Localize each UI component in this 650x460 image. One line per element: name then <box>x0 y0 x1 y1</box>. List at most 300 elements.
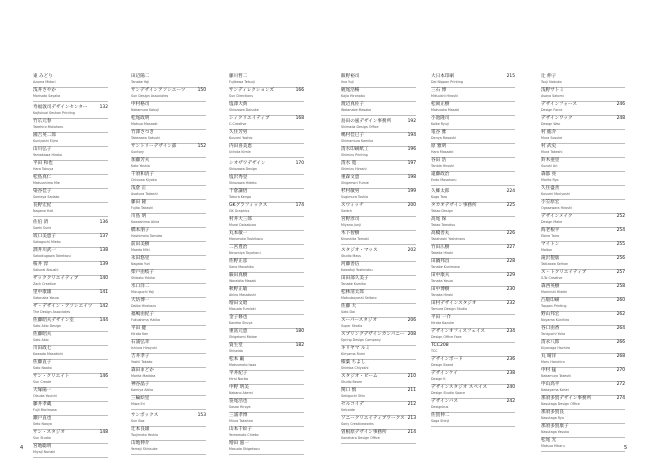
entry-name: 嶋村佳巳子 <box>341 133 364 138</box>
index-entry <box>229 343 304 357</box>
entry-name: 加藤芳夫 <box>131 158 150 163</box>
index-entry <box>541 88 625 102</box>
index-entry <box>341 360 416 374</box>
index-entry <box>229 301 304 315</box>
entry-page-number: 262 <box>616 312 625 317</box>
index-entry <box>131 214 206 228</box>
entry-reading: Warabita Masaki <box>229 279 257 284</box>
index-entry <box>341 175 416 189</box>
index-entry <box>229 88 304 102</box>
entry-name: 海老根平 <box>541 228 560 233</box>
entry-name: 山川弘子 <box>33 147 52 152</box>
index-entry <box>541 312 625 326</box>
entry-name: 松林清太郎 <box>341 290 364 295</box>
entry-name: 十倉謙悟 <box>229 189 248 194</box>
index-entry <box>341 161 416 175</box>
entry-name: 竹広元春 <box>33 119 52 124</box>
entry-name: サンディレクションズ <box>229 88 275 93</box>
index-entry <box>131 116 206 130</box>
entry-page-number: 212 <box>407 402 416 407</box>
entry-name: 田村デザインスタジオ <box>431 301 477 306</box>
entry-name: 内田喜美恵 <box>229 144 252 149</box>
index-entry <box>541 200 625 214</box>
entry-reading: Shiozawa Daisuke <box>229 108 259 113</box>
index-entry <box>541 410 625 424</box>
entry-name: サン・スタジオ <box>33 430 65 435</box>
index-entry <box>341 102 416 116</box>
entry-page-number: 206 <box>407 318 416 323</box>
entry-page-number: 248 <box>616 116 625 121</box>
entry-name: 國吉英二郎 <box>33 133 56 138</box>
entry-reading: Takahashi Yoshimaru <box>431 237 466 242</box>
index-entry <box>131 74 206 88</box>
index-entry <box>131 270 206 284</box>
entry-page-number: 226 <box>506 231 515 236</box>
index-entry <box>229 175 304 189</box>
index-entry <box>33 161 108 175</box>
entry-name: 那須多賀良 <box>541 410 564 415</box>
entry-name: 資生堂 <box>229 343 243 348</box>
entry-name: 村井大三郎 <box>229 217 252 222</box>
entry-reading: Shimba Chiyoshi <box>341 366 369 371</box>
index-entry <box>541 74 625 88</box>
entry-page-number: 197 <box>407 161 416 166</box>
entry-reading: Zack Creative <box>33 282 56 287</box>
entry-reading: Shiseido <box>229 349 243 354</box>
index-entry <box>431 102 515 116</box>
index-entry <box>431 130 515 144</box>
entry-reading: Miyano Junji <box>341 223 361 228</box>
entry-reading: Nakayama Kohei <box>541 388 569 393</box>
entry-reading: Uchida Kimie <box>229 150 251 155</box>
entry-reading: Sonehara Design Office <box>341 436 380 441</box>
index-entry <box>33 262 108 276</box>
index-entry <box>131 382 206 396</box>
entry-name: サン・クリエイト <box>33 374 70 379</box>
entry-name: 増田文昭 <box>229 301 248 306</box>
index-entry <box>131 88 206 102</box>
entry-page-number: 246 <box>616 102 625 107</box>
index-entry <box>341 119 416 133</box>
entry-reading: Kajio Hironobu <box>341 94 366 99</box>
entry-page-number: 199 <box>407 189 416 194</box>
entry-reading: Masuda Fumiaki <box>229 307 256 312</box>
entry-reading: Miyaji Noriaki <box>33 450 56 455</box>
entry-reading: Studio Beam <box>341 380 363 385</box>
index-entry <box>541 284 625 298</box>
entry-reading: Kinoshita Tomoki <box>341 237 369 242</box>
entry-page-number: 138 <box>99 248 108 253</box>
index-entry <box>341 203 416 217</box>
entry-name: 蕨田真樹 <box>229 273 248 278</box>
entry-reading: Shibato Yukiko <box>131 276 155 281</box>
index-entry <box>541 242 625 256</box>
index-entry <box>229 231 304 245</box>
entry-page-number: 182 <box>295 343 304 348</box>
entry-reading: Kuniyoshi Eijiro <box>33 139 58 144</box>
index-entry <box>541 424 625 438</box>
entry-name: 浅井さやか <box>33 88 56 93</box>
entry-name: スタジオ・マッス <box>341 248 378 253</box>
entry-name: 松島真仁 <box>33 175 52 180</box>
index-entry <box>541 382 625 396</box>
index-column-4 <box>341 74 416 444</box>
entry-page-number: 153 <box>197 413 206 418</box>
index-entry <box>431 357 515 371</box>
entry-name: 重富元恵 <box>229 329 248 334</box>
entry-reading: Nakano Akemi <box>229 391 253 396</box>
index-entry <box>131 368 206 382</box>
index-entry <box>33 290 108 304</box>
index-entry <box>229 287 304 301</box>
entry-name: 長野宏紀 <box>33 203 52 208</box>
index-entry <box>131 441 206 455</box>
entry-page-number: 238 <box>506 371 515 376</box>
index-entry <box>431 245 515 259</box>
index-entry <box>131 340 206 354</box>
entry-name: スーパースタジオ <box>341 318 378 323</box>
index-entry <box>431 88 515 102</box>
index-entry <box>229 273 304 287</box>
entry-reading: Azuma Midori <box>33 80 56 85</box>
entry-reading: Selcoide <box>341 408 355 413</box>
entry-name: 川島 明 <box>131 214 147 219</box>
index-entry <box>131 427 206 441</box>
entry-name: 佐藤直子 <box>33 360 52 365</box>
entry-page-number: 192 <box>407 119 416 124</box>
entry-name: 永田悠里 <box>131 256 150 261</box>
entry-name: 山地伸介 <box>131 441 150 446</box>
index-entry <box>341 248 416 262</box>
entry-page-number: 260 <box>616 298 625 303</box>
entry-name: 梶尾浩暢 <box>341 88 360 93</box>
index-entry <box>131 256 206 270</box>
index-entry <box>229 102 304 116</box>
entry-name: 田中康夫 <box>431 273 450 278</box>
index-entry <box>229 217 304 231</box>
index-entry <box>341 74 416 88</box>
entry-reading: Kaneko Shuya <box>229 321 253 326</box>
entry-reading: Someya Sadako <box>33 195 60 200</box>
index-entry <box>131 326 206 340</box>
entry-name: 島田の風デザイン事務所 <box>341 119 392 124</box>
index-column-5 <box>431 74 515 427</box>
entry-reading: S-To Creative <box>541 276 563 281</box>
entry-reading: Seto Naoya <box>33 422 52 427</box>
entry-reading: Fukushima Yukiko <box>131 318 161 323</box>
entry-reading: Matsuo Hikaru <box>541 444 565 449</box>
entry-name: 佐伯 済 <box>33 220 49 225</box>
entry-reading: Design Studio Space <box>431 391 466 396</box>
index-entry <box>341 147 416 161</box>
entry-reading: Nakamura Kakuji <box>131 108 159 113</box>
entry-reading: Hara Tokuya <box>33 167 54 172</box>
entry-name: サントリーデザイン部 <box>131 144 177 149</box>
entry-reading: Nasutaga Yasuko <box>541 430 569 435</box>
index-entry <box>431 371 515 385</box>
index-entry <box>229 189 304 203</box>
entry-name: 佐藤 大 <box>341 304 357 309</box>
index-entry <box>431 259 515 273</box>
entry-name: 中山高平 <box>541 382 560 387</box>
entry-page-number: 242 <box>506 399 515 404</box>
entry-page-number: 266 <box>616 340 625 345</box>
entry-name: マイトン <box>541 242 560 247</box>
entry-page-number: 272 <box>616 382 625 387</box>
entry-reading: Taniguchi Yuka <box>541 332 566 337</box>
entry-reading: Asakura Tadashi <box>131 192 158 197</box>
entry-reading: Super Studio <box>341 324 363 329</box>
entry-name: 竹田広樹 <box>431 245 450 250</box>
entry-reading: Tokura Kengo <box>229 195 252 200</box>
entry-name: 東 みどり <box>33 74 53 79</box>
index-entry <box>341 231 416 245</box>
entry-reading: Satonaka Yasuo <box>33 296 59 301</box>
entry-name: スタジオ・ビーム <box>341 374 378 379</box>
entry-reading: Tanida Hiroshi <box>431 164 455 169</box>
entry-name: 辻本良雄 <box>131 427 150 432</box>
entry-page-number: 229 <box>506 273 515 278</box>
entry-page-number: 148 <box>99 430 108 435</box>
entry-reading: Shigemori Fumie <box>341 181 369 186</box>
entry-name: 水口洋二 <box>131 284 150 289</box>
entry-reading: GK Graphics <box>229 209 250 214</box>
index-entry <box>33 220 108 234</box>
index-entry <box>341 262 416 276</box>
entry-name: 田辺陽二 <box>131 74 150 79</box>
index-entry <box>431 399 515 413</box>
entry-page-number: 264 <box>616 326 625 331</box>
index-entry <box>341 430 416 444</box>
entry-reading: TCC <box>431 349 438 354</box>
entry-reading: Kawashima Akira <box>131 220 160 225</box>
entry-name: 橋本朋子 <box>131 228 150 233</box>
entry-page-number: 215 <box>506 74 515 79</box>
entry-reading: Masuda Shigekazu <box>229 447 260 452</box>
entry-reading: Takao Tamotsu <box>431 223 456 228</box>
index-entry <box>431 189 515 203</box>
entry-reading: Otsuka Youichi <box>33 394 58 399</box>
entry-reading: Shimada Design Office <box>341 125 379 130</box>
index-entry <box>341 304 416 318</box>
entry-reading: Tanabe Kumiko <box>341 282 366 287</box>
index-entry <box>229 116 304 130</box>
index-entry <box>131 298 206 312</box>
index-entry <box>541 340 625 354</box>
entry-name: スウィッチ <box>341 203 364 208</box>
entry-reading: Kiyonaga Hachiro <box>541 346 570 351</box>
entry-page-number: 255 <box>616 242 625 247</box>
entry-name: 佐賀伸二 <box>431 413 450 418</box>
entry-name: ソニークリエイティブワークス <box>341 416 405 421</box>
entry-name: 小笠原宏 <box>541 200 560 205</box>
entry-reading: Hara Masaaki <box>431 150 454 155</box>
entry-name: デザインスタジオ スペイス <box>431 385 488 390</box>
index-entry <box>341 318 416 332</box>
index-entry <box>541 438 628 452</box>
index-column-2 <box>131 74 206 455</box>
index-entry <box>229 427 304 441</box>
entry-name: 丸 晴洋 <box>541 354 557 359</box>
entry-name: 坂口美恵子 <box>33 234 56 239</box>
entry-name: 二宮豊治 <box>229 245 248 250</box>
entry-reading: Studio Mass <box>341 254 361 259</box>
entry-page-number: 196 <box>407 147 416 152</box>
index-entry <box>131 102 206 116</box>
index-entry <box>541 102 625 116</box>
entry-reading: Switch <box>341 209 352 214</box>
entry-name: スプリングデザインカンパニー <box>341 332 405 337</box>
entry-reading: Daibo Hirokazu <box>131 304 157 309</box>
entry-name: 宮地聡明 <box>33 444 52 449</box>
entry-name: ザ・デザイン・アソシエイツ <box>33 304 93 309</box>
index-entry <box>33 88 108 102</box>
entry-reading: Kato Yoshio <box>131 164 150 169</box>
page-number-left: 4 <box>20 445 24 451</box>
index-entry <box>229 161 304 175</box>
index-entry <box>229 144 304 158</box>
index-entry <box>229 203 304 217</box>
entry-page-number: 211 <box>407 388 416 393</box>
index-entry <box>541 130 625 144</box>
entry-name: 小池隆司 <box>431 116 450 121</box>
entry-name: デザインボード <box>431 357 463 362</box>
entry-reading: Shiozawa Design <box>229 167 258 172</box>
index-entry <box>341 276 416 290</box>
index-entry <box>541 214 625 228</box>
entry-name: 曽根原デザイン事務所 <box>341 430 387 435</box>
entry-page-number: 174 <box>295 203 304 208</box>
entry-name: タカオデザイン事務所 <box>431 203 477 208</box>
entry-reading: Sano Masahiko <box>229 265 254 270</box>
entry-page-number: 198 <box>407 175 416 180</box>
index-entry <box>131 186 206 200</box>
entry-page-number: 274 <box>616 396 625 401</box>
entry-reading: Fujikawa Tetsuji <box>229 80 255 85</box>
entry-name: 森田まどか <box>131 368 154 373</box>
index-entry <box>341 332 416 346</box>
entry-reading: Watanabe Masako <box>341 108 372 113</box>
entry-reading: Fujii Morimasa <box>33 408 57 413</box>
index-entry <box>229 357 304 371</box>
entry-name: 染谷佳子 <box>33 189 52 194</box>
entry-reading: Nagano Yuki <box>33 209 54 214</box>
index-entry <box>33 318 108 332</box>
entry-name: 三石 博 <box>431 88 447 93</box>
entry-name: 大坊博一 <box>131 298 150 303</box>
entry-name: 松本 巌 <box>229 357 245 362</box>
index-entry <box>131 413 206 427</box>
entry-name: 清水印刷紙工 <box>341 147 369 152</box>
entry-name: 藤田 隆 <box>131 200 147 205</box>
index-entry <box>229 385 304 399</box>
entry-name: 久住芳男 <box>229 130 248 135</box>
index-entry <box>131 200 206 214</box>
entry-name: GKグラフィックス <box>229 203 268 208</box>
entry-name: 田鍋邦昌 <box>431 259 450 264</box>
entry-reading: Denya Masashi <box>431 136 457 141</box>
entry-reading: Shimamura Kamiko <box>341 139 374 144</box>
index-entry <box>33 74 108 88</box>
index-entry <box>33 374 108 388</box>
index-column-6 <box>541 74 628 452</box>
index-entry <box>33 444 108 458</box>
entry-page-number: 200 <box>407 203 416 208</box>
index-entry <box>131 172 206 186</box>
entry-page-number: 270 <box>616 368 625 373</box>
entry-reading: Kamiya Akiko <box>131 388 154 393</box>
entry-page-number: 268 <box>616 354 625 359</box>
entry-name: 山本千絵子 <box>229 427 252 432</box>
entry-reading: Shiozawa Hideto <box>229 181 257 186</box>
entry-reading: The Design Associates <box>33 310 71 315</box>
entry-name: 森西英樹 <box>541 284 560 289</box>
entry-page-number: 236 <box>506 357 515 362</box>
entry-reading: Tsuji Nobuko <box>541 80 562 85</box>
entry-page-number: 168 <box>295 116 304 121</box>
entry-page-number: 257 <box>616 270 625 275</box>
entry-page-number: 140 <box>99 276 108 281</box>
entry-page-number: 256 <box>616 256 625 261</box>
entry-reading: Suntory <box>131 150 144 155</box>
entry-name: 遠藤政治 <box>431 172 450 177</box>
index-entry <box>229 130 304 144</box>
entry-reading: Mizuguchi Yoji <box>131 290 155 295</box>
entry-reading: Takizawa Seihan <box>541 262 569 267</box>
entry-name: 宮野淳司 <box>341 217 360 222</box>
entry-reading: Sato Naoko <box>33 366 52 371</box>
entry-name: 那須多賀デザイン事務所 <box>541 396 592 401</box>
entry-reading: Sun Studio <box>33 436 51 441</box>
entry-reading: Design K <box>431 377 446 382</box>
entry-name: 藤川哲二 <box>229 74 248 79</box>
index-entry <box>431 116 515 130</box>
entry-reading: Miura Takahiro <box>229 419 253 424</box>
index-entry <box>541 368 625 382</box>
entry-page-number: 224 <box>506 189 515 194</box>
entry-reading: Koike Ryuji <box>431 122 449 127</box>
entry-name: デザインメイク <box>541 214 573 219</box>
entry-name: 電谷 雅 <box>431 130 447 135</box>
index-entry <box>33 203 108 217</box>
entry-reading: Noyama Kunihiro <box>541 318 570 323</box>
entry-reading: Matsushima Mie <box>33 181 60 186</box>
entry-name: 凸版印刷 <box>541 298 560 303</box>
entry-page-number: 234 <box>506 329 515 334</box>
entry-name: 三浦孝博 <box>229 413 248 418</box>
index-entry <box>229 413 304 427</box>
entry-name: 大日本印刷 <box>431 74 454 79</box>
index-entry <box>33 304 108 318</box>
index-entry <box>33 360 108 374</box>
index-entry <box>341 290 416 304</box>
index-entry <box>229 329 304 343</box>
entry-name: 佐藤昭夫 <box>33 332 52 337</box>
index-entry <box>131 158 206 172</box>
index-entry <box>229 245 304 259</box>
index-entry <box>341 416 416 430</box>
entry-reading: Tanaka Yasuo <box>431 279 453 284</box>
entry-reading: Saga Shinji <box>431 419 450 424</box>
entry-reading: Hirata Kazuke <box>431 321 454 326</box>
entry-reading: Yamakawa Hiroko <box>33 153 62 158</box>
entry-reading: Endo Masaharu <box>431 178 457 183</box>
index-entry <box>541 326 625 340</box>
entry-reading: Tsujimoto Yoshio <box>131 433 159 438</box>
entry-name: 平田 健 <box>131 326 147 331</box>
entry-reading: Sun Design Associates <box>131 94 169 99</box>
entry-page-number: 166 <box>295 88 304 93</box>
